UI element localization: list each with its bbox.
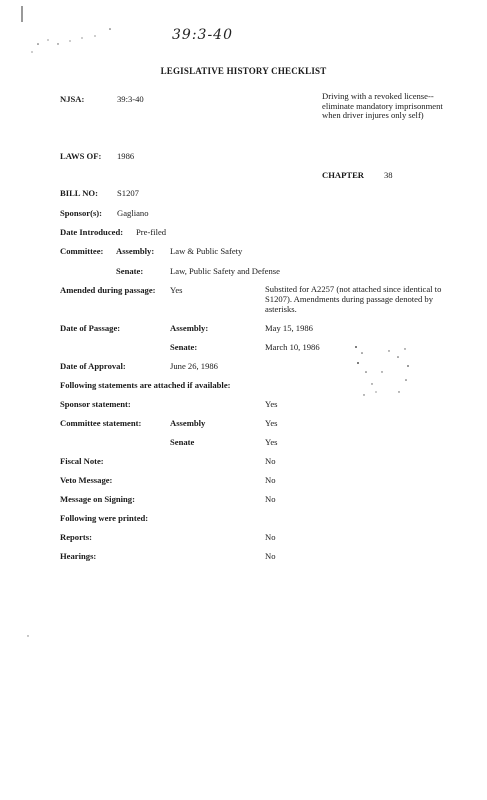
chapter-value: 38 — [384, 170, 393, 180]
document-title: LEGISLATIVE HISTORY CHECKLIST — [160, 66, 327, 76]
passage-assembly-label: Assembly: — [170, 323, 209, 333]
chapter-label: CHAPTER — [322, 170, 365, 180]
committee-assembly-value: Law & Public Safety — [170, 246, 243, 256]
date-introduced-value: Pre-filed — [136, 227, 167, 237]
bill-no-value: S1207 — [117, 188, 139, 198]
passage-senate-label: Senate: — [170, 342, 198, 352]
njsa-label: NJSA: — [60, 94, 85, 104]
committee-statement-assembly-label: Assembly — [170, 418, 206, 428]
committee-assembly-label: Assembly: — [116, 246, 155, 256]
message-on-signing-label: Message on Signing: — [60, 494, 135, 504]
veto-message-label: Veto Message: — [60, 475, 113, 485]
amended-label: Amended during passage: — [60, 285, 156, 295]
committee-senate-label: Senate: — [116, 266, 144, 276]
bill-no-label: BILL NO: — [60, 188, 98, 198]
committee-statement-label: Committee statement: — [60, 418, 142, 428]
laws-of-value: 1986 — [117, 151, 135, 161]
reports-value: No — [265, 532, 276, 542]
date-introduced-label: Date Introduced: — [60, 227, 124, 237]
sponsor-statement-value: Yes — [265, 399, 278, 409]
date-of-passage-label: Date of Passage: — [60, 323, 121, 333]
veto-message-value: No — [265, 475, 276, 485]
message-on-signing-value: No — [265, 494, 276, 504]
amended-note: Substited for A2257 (not attached since identical to S1207). Amendments during passage denoted by asterisks. — [265, 284, 442, 314]
sponsors-value: Gagliano — [117, 208, 149, 218]
passage-assembly-value: May 15, 1986 — [265, 323, 313, 333]
passage-senate-value: March 10, 1986 — [265, 342, 320, 352]
committee-senate-value: Law, Public Safety and Defense — [170, 266, 280, 276]
hearings-value: No — [265, 551, 276, 561]
committee-label: Committee: — [60, 246, 104, 256]
committee-statement-senate-label: Senate — [170, 437, 195, 447]
date-of-approval-value: June 26, 1986 — [170, 361, 218, 371]
sponsor-statement-label: Sponsor statement: — [60, 399, 131, 409]
sponsors-label: Sponsor(s): — [60, 208, 103, 218]
committee-statement-senate-value: Yes — [265, 437, 278, 447]
date-of-approval-label: Date of Approval: — [60, 361, 126, 371]
hearings-label: Hearings: — [60, 551, 97, 561]
following-printed-heading: Following were printed: — [60, 513, 149, 523]
laws-of-label: LAWS OF: — [60, 151, 102, 161]
njsa-value: 39:3-40 — [117, 94, 144, 104]
njsa-description: Driving with a revoked license--eliminate mandatory imprisonment when driver injures only self) — [322, 91, 443, 121]
amended-value: Yes — [170, 285, 183, 295]
fiscal-note-value: No — [265, 456, 276, 466]
reports-label: Reports: — [60, 532, 92, 542]
following-attached-heading: Following statements are attached if available: — [60, 380, 231, 390]
fiscal-note-label: Fiscal Note: — [60, 456, 104, 466]
committee-statement-assembly-value: Yes — [265, 418, 278, 428]
handwritten-statute-number: 39:3-40 — [172, 27, 233, 43]
